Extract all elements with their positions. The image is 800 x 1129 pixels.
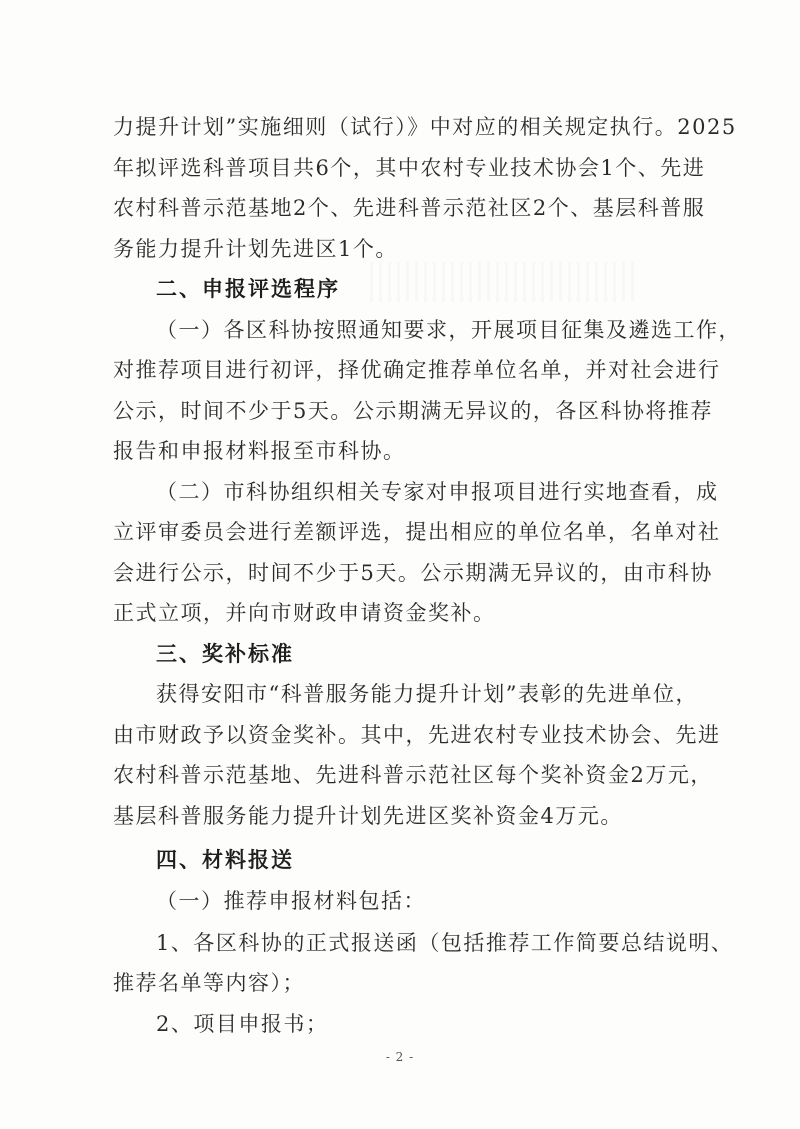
text-line-20: （一）推荐申报材料包括： <box>156 889 426 913</box>
section-heading-3: 三、奖补标准 <box>156 642 294 666</box>
text-line-10: （二）市科协组织相关专家对申报项目进行实地查看，成 <box>156 480 719 504</box>
scan-smudge <box>370 262 640 302</box>
text-line-12: 会进行公示，时间不少于5天。公示期满无异议的，由市科协 <box>113 561 713 585</box>
text-line-1: 力提升计划”实施细则（试行）》中对应的相关规定执行。2025 <box>113 115 737 139</box>
text-line-2: 年拟评选科普项目共6个，其中农村专业技术协会1个、先进 <box>113 156 706 180</box>
text-line-6: （一）各区科协按照通知要求，开展项目征集及遴选工作， <box>156 318 741 342</box>
text-line-9: 报告和申报材料报至市科协。 <box>113 439 406 463</box>
text-line-7: 对推荐项目进行初评，择优确定推荐单位名单，并对社会进行 <box>113 358 721 382</box>
text-line-3: 农村科普示范基地2个、先进科普示范社区2个、基层科普服 <box>113 196 706 220</box>
text-line-11: 立评审委员会进行差额评选，提出相应的单位名单，名单对社 <box>113 520 721 544</box>
section-heading-4: 四、材料报送 <box>156 848 294 872</box>
section-heading-2: 二、申报评选程序 <box>156 277 340 301</box>
text-line-18: 基层科普服务能力提升计划先进区奖补资金4万元。 <box>113 804 623 828</box>
text-line-23: 2、项目申报书； <box>156 1012 329 1036</box>
text-line-16: 由市财政予以资金奖补。其中，先进农村专业技术协会、先进 <box>113 723 721 747</box>
text-line-15: 获得安阳市“科普服务能力提升计划”表彰的先进单位， <box>156 682 698 706</box>
text-line-17: 农村科普示范基地、先进科普示范社区每个奖补资金2万元， <box>113 763 713 787</box>
text-line-13: 正式立项，并向市财政申请资金奖补。 <box>113 601 496 625</box>
text-line-8: 公示，时间不少于5天。公示期满无异议的，各区科协将推荐 <box>113 399 713 423</box>
text-line-21: 1、各区科协的正式报送函（包括推荐工作简要总结说明、 <box>156 931 734 955</box>
page-number: - 2 - <box>385 1050 415 1064</box>
text-line-22: 推荐名单等内容）； <box>113 971 305 995</box>
text-line-4: 务能力提升计划先进区1个。 <box>113 237 398 261</box>
